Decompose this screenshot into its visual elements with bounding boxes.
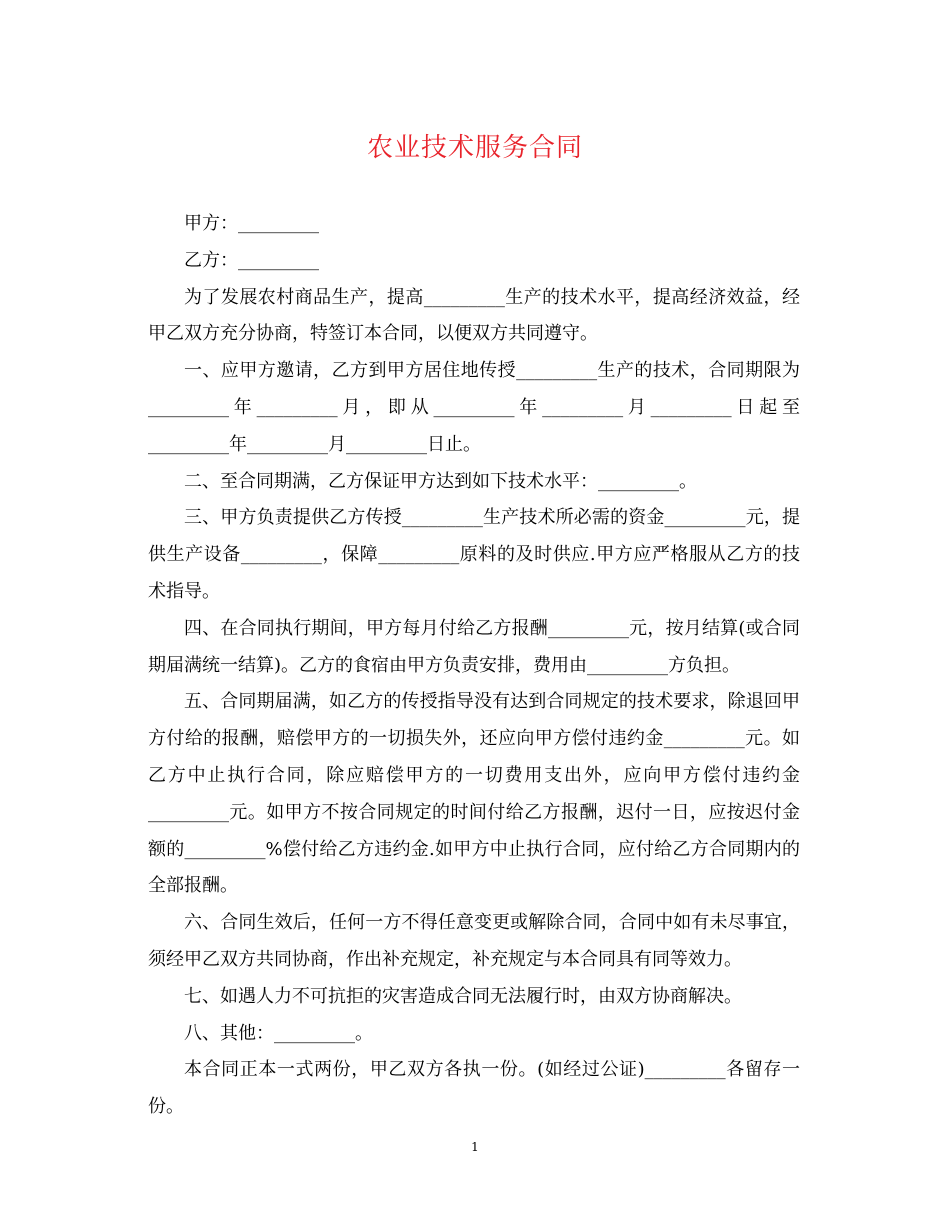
clause-7: 七、如遇人力不可抗拒的灾害造成合同无法履行时，由双方协商解决。 (184, 985, 742, 1007)
clause-8: 八、其他：_________。 (184, 1022, 373, 1044)
page-number: 1 (471, 1140, 479, 1154)
clause-6: 六、合同生效后，任何一方不得任意变更或解除合同，合同中如有未尽事宜，须经甲乙双方共同协商，作出补充规定，补充规定与本合同具有同等效力。 (148, 912, 800, 970)
party-a-line: 甲方：_________ (184, 213, 319, 234)
party-b-line: 乙方：_________ (184, 249, 319, 271)
document-title: 农业技术服务合同 (366, 133, 583, 163)
clause-5: 五、合同期届满，如乙方的传授指导没有达到合同规定的技术要求，除退回甲方付给的报酬，赔偿甲方的一切损失外，还应向甲方偿付违约金_________元。如乙方中止执行合同，除应赔偿甲方的一切费用支出外，应向甲方偿付违约金_________元。如甲方不按合同规定的时间付给乙方报酬，迟付一日，应按迟付金额的_________%偿付给乙方违约金.如甲方中止执行合同，应付给乙方合同期内的全部报酬。 (148, 691, 800, 897)
preamble-paragraph: 为了发展农村商品生产，提高_________生产的技术水平，提高经济效益，经甲乙双方充分协商，特签订本合同，以便双方共同遵守。 (148, 286, 800, 345)
clause-1: 一、应甲方邀请，乙方到甲方居住地传授_________生产的技术，合同期限为_________年_________月，即从_________年_________月_________日起至_________年_________月_________日止。 (148, 360, 800, 455)
contract-body (148, 206, 800, 1126)
clause-3: 三、甲方负责提供乙方传授_________生产技术所必需的资金_________元，提供生产设备_________，保障_________原料的及时供应.甲方应严格服从乙方的技术指导。 (148, 507, 800, 602)
clause-2: 二、至合同期满，乙方保证甲方达到如下技术水平：_________。 (184, 470, 697, 492)
clause-4: 四、在合同执行期间，甲方每月付给乙方报酬_________元，按月结算(或合同期届满统一结算)。乙方的食宿由甲方负责安排，费用由_________方负担。 (148, 617, 800, 676)
closing-paragraph: 本合同正本一式两份，甲乙双方各执一份。(如经过公证)_________各留存一份。 (148, 1059, 800, 1118)
